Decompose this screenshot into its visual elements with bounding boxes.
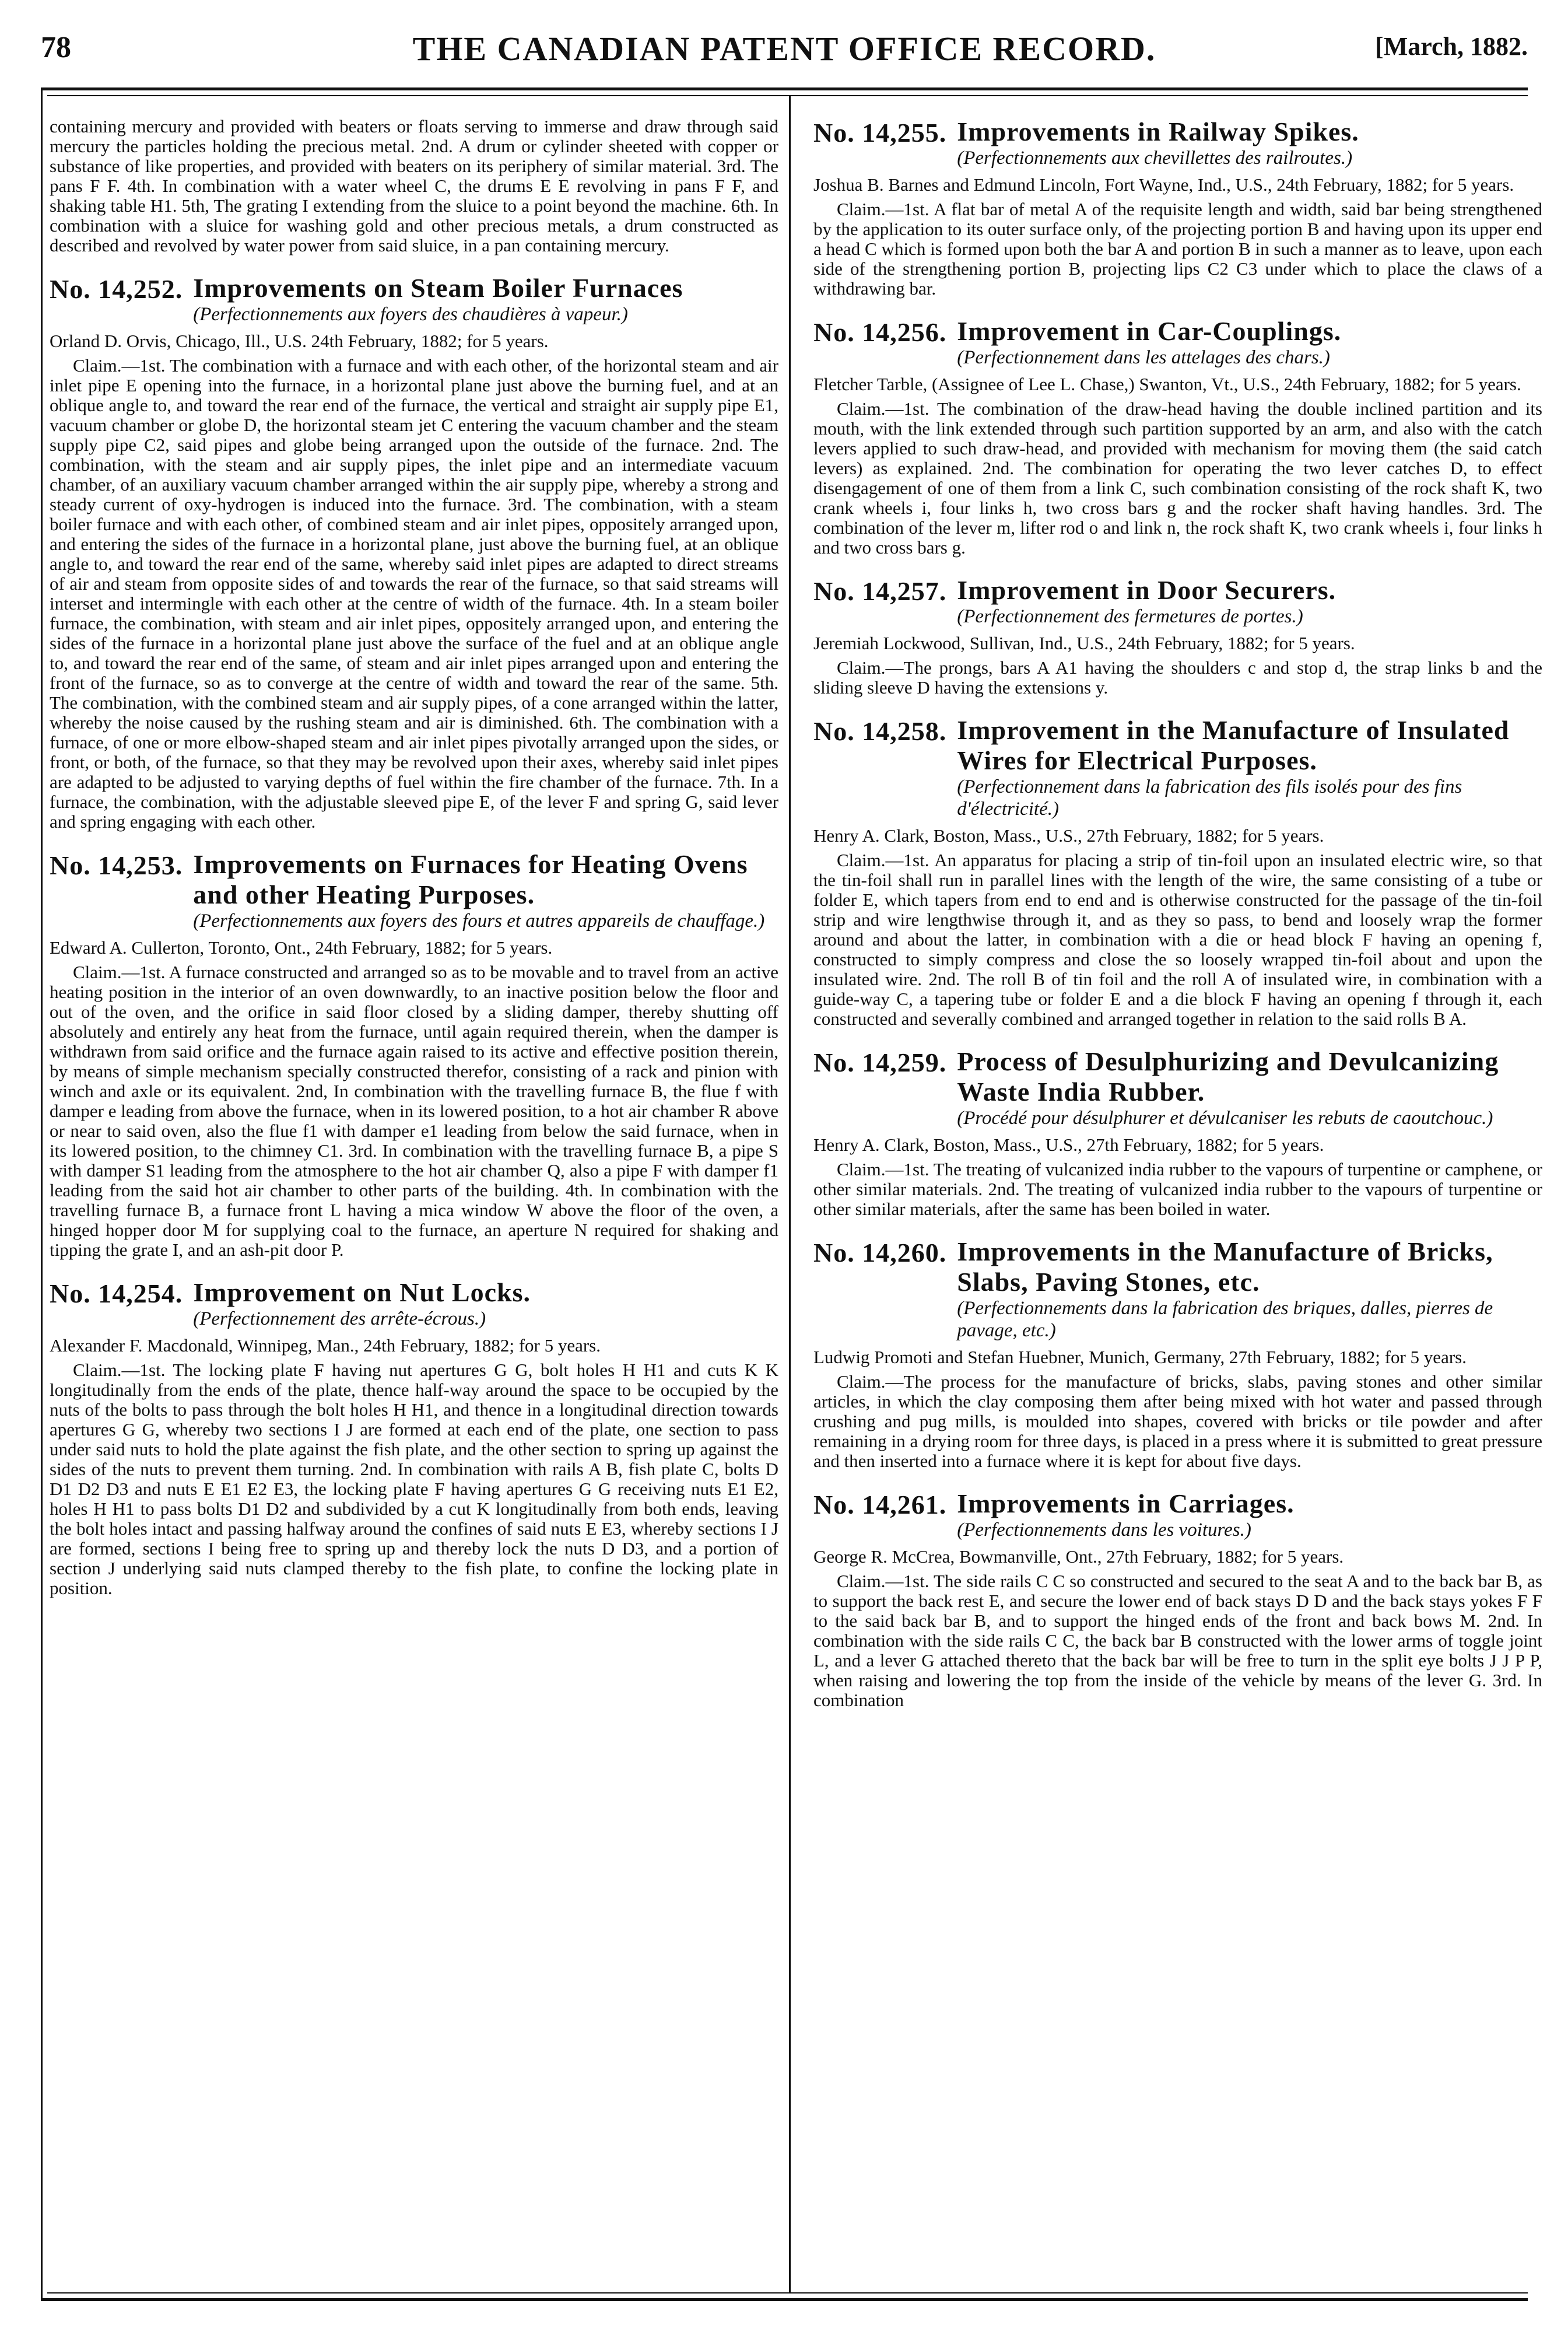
patent-claim: Claim.—1st. The combination of the draw-head having the double inclined partition and its mouth, with the link extended through such partition supported by an arm, and also with the catch levers applied to such draw-head, and provided with mechanism for moving them (the said catch levers) as explained. 2nd. The combination for operating the two lever catches D, to effect disengagement of one of them from a link C, such combination consisting of the rock shaft K, two crank wheels i, four links h, two cross bars g and the rocker shaft having handles. 3rd. The combination of the lever m, lifter rod o and link n, the rock shaft K, two crank wheels i, four links h and two cross bars g.	[813, 398, 1542, 558]
right-column	[813, 117, 1542, 2289]
patent-inventor: Edward A. Cullerton, Toronto, Ont., 24th February, 1882; for 5 years.	[50, 937, 553, 958]
patent-french-title: (Perfectionnements dans les voitures.)	[957, 1519, 1251, 1540]
patent-entry-14261	[813, 1489, 1542, 1710]
patent-claim: Claim.—1st. The side rails C C so constructed and secured to the seat A and to the back bar B, as to support the back rest E, and secure the lower end of back stays D D and the back stays yokes F F to the said back bar B, and to support the hinged ends of the front and back bows M. 2nd. In combination with the side rails C C, the back bar B constructed with the lower arms of toggle joint L, and a lever G attached thereto that the back bar will be free to turn in the split eye bolts J J P P, when raising and lowering the top from the inside of the vehicle by means of the lever G. 3rd. In combination	[813, 1571, 1542, 1710]
patent-number: No. 14,260.	[813, 1238, 947, 1267]
patent-title: Improvements on Steam Boiler Furnaces	[193, 273, 683, 303]
patent-inventor: Joshua B. Barnes and Edmund Lincoln, Fort Wayne, Ind., U.S., 24th February, 1882; for 5 years.	[813, 174, 1514, 195]
patent-inventor: George R. McCrea, Bowmanville, Ont., 27th February, 1882; for 5 years.	[813, 1546, 1344, 1567]
patent-entry-14259	[813, 1046, 1542, 1219]
patent-title: Improvements on Furnaces for Heating Ovens and other Heating Purposes.	[193, 849, 748, 909]
patent-title: Improvement in Car-Couplings.	[957, 316, 1342, 346]
patent-number: No. 14,253.	[50, 850, 183, 880]
patent-title: Improvements in the Manufacture of Bricks, Slabs, Paving Stones, etc.	[957, 1237, 1493, 1297]
patent-number: No. 14,261.	[813, 1490, 947, 1519]
patent-inventor: Ludwig Promoti and Stefan Huebner, Munich, Germany, 27th February, 1882; for 5 years.	[813, 1347, 1467, 1367]
patent-entry-14258	[813, 715, 1542, 1029]
left-column	[50, 117, 778, 2289]
patent-inventor: Jeremiah Lockwood, Sullivan, Ind., U.S., 24th February, 1882; for 5 years.	[813, 633, 1355, 653]
patent-claim: Claim.—1st. A furnace constructed and arranged so as to be movable and to travel from an active heating position in the interior of an oven downwardly, to an inactive position below the floor and out of the oven, and the orifice in said floor closed by a sliding damper, thereby shutting off absolutely and entirely any heat from the furnace, until again required therein, when the damper is withdrawn from said orifice and the furnace again raised to its active and effective position therein, by means of simple mechanism specially constructed therefor, consisting of a rack and pinion with winch and axle or its equivalent. 2nd, In combination with the travelling furnace B, the flue f with damper e leading from above the furnace, when in its lowered position, to a hot air chamber R above or near to said oven, also the flue f1 with damper e1 leading from below the said furnace, when in its lowered position, to the chimney C1. 3rd. In combination with the travelling furnace B, a pipe S with damper S1 leading from the atmosphere to the hot air chamber Q, also a pipe F with damper f1 leading from the said hot air chamber to other parts of the building. 4th. In combination with the travelling furnace B, a furnace front L having a mica window W above the floor of the oven, a hinged hopper door M for supplying coal to the furnace, an aperture N required for shaking and tipping the grate I, and an ash-pit door P.	[50, 962, 778, 1260]
patent-entry-14257	[813, 575, 1542, 698]
patent-claim: Claim.—The prongs, bars A A1 having the shoulders c and stop d, the strap links b and the sliding sleeve D having the extensions y.	[813, 657, 1542, 698]
patent-french-title: (Perfectionnements aux foyers des fours et autres appareils de chauffage.)	[193, 911, 765, 932]
patent-entry-14254	[50, 1277, 778, 1598]
patent-inventor: Henry A. Clark, Boston, Mass., U.S., 27th February, 1882; for 5 years.	[813, 825, 1324, 846]
issue-date: [March, 1882.	[1375, 32, 1528, 61]
patent-inventor: Alexander F. Macdonald, Winnipeg, Man., 24th February, 1882; for 5 years.	[50, 1335, 601, 1356]
patent-inventor: Henry A. Clark, Boston, Mass., U.S., 27th February, 1882; for 5 years.	[813, 1135, 1324, 1155]
patent-number: No. 14,256.	[813, 317, 947, 347]
continued-claim: containing mercury and provided with beaters or floats serving to immerse and draw through said mercury the particles holding the precious metal. 2nd. A drum or cylinder sheeted with copper or substance of like properties, and provided with beaters on its periphery of similar material. 3rd. The pans F F. 4th. In combination with a water wheel C, the drums E E revolving in pans F F, and shaking table H1. 5th, The grating I extending from the sluice to a point beyond the machine. 6th. In combination with a sluice for washing gold and other precious metals, a drum constructed as described and revolved by water power from said sluice, in a pan containing mercury.	[50, 117, 778, 255]
page-number: 78	[41, 31, 71, 64]
patent-claim: Claim.—1st. The locking plate F having nut apertures G G, bolt holes H H1 and cuts K K longitudinally from the ends of the plate, thence half-way around the space to be occupied by the nuts of the bolts to pass through the bolt holes H H1, and thence in a longitudinal direction towards apertures G G, whereby two sections I J are formed at each end of the plate, one section to pass under said nuts to hold the plate against the fish plate, and the other section to spring up against the sides of the nuts to prevent them turning. 2nd. In combination with rails A B, fish plate C, bolts D D1 D2 D3 and nuts E E1 E2 E3, the locking plate F having apertures G G receiving nuts E1 E2, holes H H1 to pass bolts D1 D2 and subdivided by a cut K longitudinally from both ends, leaving the bolt holes intact and passing halfway around the confines of said nuts E E3, whereby sections I J are formed, sections I being free to spring up and thereby lock the nuts D D3, and a portion of section J underlying said nuts clamped thereby to the fish plate, to confine the locking plate in position.	[50, 1360, 778, 1598]
patent-number: No. 14,252.	[50, 274, 183, 304]
patent-french-title: (Perfectionnement dans la fabrication des fils isolés pour des fins d'électricité.)	[957, 776, 1462, 820]
patent-entry-14252	[50, 273, 778, 832]
patent-french-title: (Perfectionnements aux chevillettes des railroutes.)	[957, 148, 1353, 169]
patent-french-title: (Perfectionnement des arrête-écrous.)	[193, 1308, 486, 1329]
patent-title: Improvement in the Manufacture of Insulated Wires for Electrical Purposes.	[957, 715, 1510, 775]
patent-french-title: (Perfectionnement dans les attelages des chars.)	[957, 347, 1330, 368]
publication-title: THE CANADIAN PATENT OFFICE RECORD.	[412, 30, 1156, 68]
patent-number: No. 14,254.	[50, 1279, 183, 1308]
patent-claim: Claim.—The process for the manufacture of bricks, slabs, paving stones and other similar articles, in which the clay composing them after being mixed with hot water and passed through crushing and pug mills, is moulded into shapes, covered with bricks or tile powder and after remaining in a drying room for three days, is placed in a press where it is submitted to great pressure and then inserted into a furnace where it is kept for about five days.	[813, 1371, 1542, 1471]
page-header	[41, 23, 1528, 76]
patent-french-title: (Perfectionnements dans la fabrication des briques, dalles, pierres de pavage, etc.)	[957, 1298, 1493, 1341]
patent-entry-14255	[813, 117, 1542, 299]
column-divider	[789, 96, 791, 2292]
patent-claim: Claim.—1st. A flat bar of metal A of the requisite length and width, said bar being strengthened by the application to its outer surface only, of the projecting portion B and having upon its upper end a head C which is formed upon both the bar A and portion B in such a manner as to leave, upon each side of the strengthening portion B, projecting lips C2 C3 under which to place the claws of a withdrawing bar.	[813, 199, 1542, 299]
patent-title: Improvement on Nut Locks.	[193, 1277, 531, 1307]
patent-title: Improvements in Carriages.	[957, 1489, 1295, 1518]
patent-number: No. 14,255.	[813, 118, 947, 148]
patent-title: Process of Desulphurizing and Devulcanizing Waste India Rubber.	[957, 1046, 1499, 1107]
patent-french-title: (Perfectionnement des fermetures de portes.)	[957, 606, 1303, 627]
patent-number: No. 14,257.	[813, 576, 947, 606]
patent-french-title: (Perfectionnements aux foyers des chaudières à vapeur.)	[193, 304, 628, 325]
patent-claim: Claim.—1st. An apparatus for placing a strip of tin-foil upon an insulated electric wire, so that the tin-foil shall run in parallel lines with the length of the wire, the same consisting of a tube or folder E, which tapers from end to end and is otherwise constructed for the passage of the tin-foil strip and wire lengthwise through it, and as they so pass, to bend and loosely wrap the former around and about the latter, in combination with a die or head block F having an opening f, constructed to simply compress and close the so loosely wrapped tin-foil about and upon the insulated wire. 2nd. The roll B of tin foil and the roll A of insulated wire, in combination with a guide-way C, a tapering tube or folder E and a die block F having an opening f through it, each constructed and severally combined and arranged together in relation to the said rolls B A.	[813, 850, 1542, 1029]
patent-title: Improvement in Door Securers.	[957, 575, 1337, 605]
patent-inventor: Fletcher Tarble, (Assignee of Lee L. Chase,) Swanton, Vt., U.S., 24th February, 1882; for 5 years.	[813, 374, 1521, 394]
patent-entry-14253	[50, 849, 778, 1260]
patent-inventor: Orland D. Orvis, Chicago, Ill., U.S. 24th February, 1882; for 5 years.	[50, 331, 549, 351]
patent-french-title: (Procédé pour désulphurer et dévulcaniser les rebuts de caoutchouc.)	[957, 1108, 1493, 1129]
patent-entry-14260	[813, 1237, 1542, 1471]
patent-claim: Claim.—1st. The treating of vulcanized india rubber to the vapours of turpentine or camphene, or other similar materials. 2nd. The treating of vulcanized india rubber to the vapours of turpentine or other similar materials, after the same has been boiled in water.	[813, 1159, 1542, 1219]
patent-entry-14256	[813, 316, 1542, 558]
patent-claim: Claim.—1st. The combination with a furnace and with each other, of the horizontal steam and air inlet pipe E opening into the furnace, in a horizontal plane just above the burning fuel, and at an oblique angle to, and toward the rear end of the furnace, the vertical and straight air supply pipe E1, vacuum chamber or globe D, the horizontal steam jet C entering the vacuum chamber and the steam supply pipe C2, said pipes and globe being arranged upon the outside of the furnace. 2nd. The combination, with the steam and air supply pipes, the inlet pipe and an intermediate vacuum chamber, of an auxiliary vacuum chamber arranged within the air supply pipe, whereby a strong and steady current of oxy-hydrogen is induced into the furnace. 3rd. The combination, with a steam boiler furnace and with each other, of combined steam and air inlet pipes, oppositely arranged upon, and entering the sides of the furnace in a horizontal plane, just above the burning fuel, at an oblique angle to, and toward the rear end of the same, whereby said inlet pipes are adapted to direct streams of air and steam from opposite sides of and towards the rear of the furnace, so that said streams will interset and intermingle with each other at the centre of width of the furnace. 4th. In a steam boiler furnace, the combination, with steam and air inlet pipes, oppositely arranged upon, and entering the sides of the furnace in a horizontal plane just above the surface of the fuel and at an oblique angle to, and toward the rear end of the same, of steam and air inlet pipes arranged upon and entering the front of the furnace, so as to converge at the centre of width and toward the rear of the same. 5th. The combination, with the combined steam and air supply pipes, of a cone arranged within the latter, whereby the noise caused by the rushing steam and air is diminished. 6th. The combination with a furnace, of one or more elbow-shaped steam and air inlet pipes pivotally arranged upon the sides, or front, or both, of the furnace, so that they may be revolved upon their axes, whereby said inlet pipes are adapted to be adjusted to varying depths of fuel within the fire chamber of the furnace. 7th. In a furnace, the combination, with the adjustable sleeved pipe E, of the lever F and spring G, said lever and spring engaging with each other.	[50, 355, 778, 832]
patent-number: No. 14,259.	[813, 1048, 947, 1077]
patent-title: Improvements in Railway Spikes.	[957, 117, 1359, 146]
patent-number: No. 14,258.	[813, 716, 947, 746]
